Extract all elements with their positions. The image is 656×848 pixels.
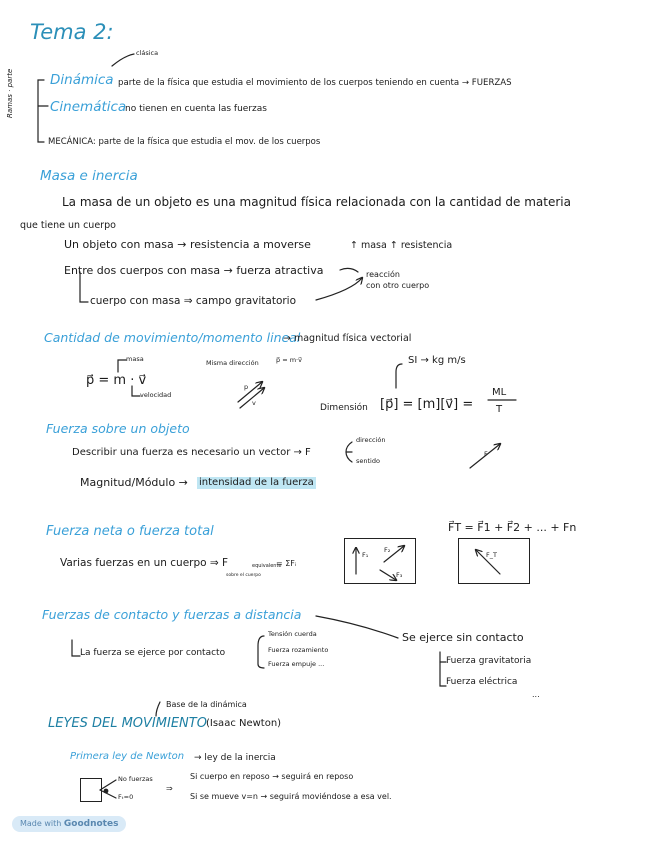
dinamica-term: Dinámica — [50, 72, 114, 88]
mecanica-def: MECÁNICA: parte de la física que estudia el mov. de los cuerpos — [48, 137, 321, 147]
momentum-formula: p⃗ = m · v⃗ — [86, 373, 147, 388]
distancia-item-1: Fuerza gravitatoria — [446, 656, 532, 666]
contacto-item-1: Tensión cuerda — [268, 630, 317, 638]
contacto-item-2: Fuerza rozamiento — [268, 646, 329, 654]
dimension-label: Dimensión — [320, 403, 368, 413]
masa-paragraph-2: que tiene un cuerpo — [20, 220, 116, 231]
reaccion-1: reacción — [366, 270, 400, 279]
dinamica-desc: parte de la física que estudia el movimiento de los cuerpos teniendo en cuenta → FUERZAS — [118, 78, 512, 88]
masa-line-3: cuerpo con masa ⇒ campo gravitatorio — [90, 295, 297, 307]
si-units: SI → kg m/s — [408, 355, 466, 366]
f2-label: F₂ — [384, 546, 391, 554]
contacto-desc: La fuerza se ejerce por contacto — [80, 648, 226, 658]
direccion-label: dirección — [356, 436, 386, 444]
distancia-item-3: ... — [532, 690, 540, 699]
ft-label: F_T — [486, 551, 497, 559]
rule-1: Si cuerpo en reposo → seguirá en reposo — [190, 772, 354, 781]
contacto-item-3: Fuerza empuje ... — [268, 660, 325, 668]
leyes-heading: LEYES DEL MOVIMIENTO — [48, 716, 207, 731]
misma-direccion: Misma dirección — [206, 359, 259, 367]
f1-label: F₁ — [362, 551, 369, 559]
dim-t: T — [496, 404, 503, 415]
dim-ml: ML — [492, 387, 507, 398]
neta-heading: Fuerza neta o fuerza total — [46, 524, 214, 539]
masa-heading: Masa e inercia — [40, 168, 138, 184]
sentido-label: sentido — [356, 457, 380, 465]
badge-made: Made with — [20, 819, 62, 828]
neta-sum: = ΣFᵢ — [276, 559, 297, 568]
side-label: Ramas · parte — [6, 68, 14, 118]
cinematica-desc: no tienen en cuenta las fuerzas — [125, 104, 267, 114]
momento-desc: → magnitud física vectorial — [283, 333, 412, 344]
masa-paragraph-1: La masa de un objeto es una magnitud física relacionada con la cantidad de materia — [62, 195, 571, 209]
masa-line-1: Un objeto con masa → resistencia a moverse — [64, 238, 311, 251]
sin-contacto: Se ejerce sin contacto — [402, 631, 524, 644]
p-arrow-label: p — [244, 383, 249, 391]
leyes-author: (Isaac Newton) — [206, 718, 282, 729]
implies: ⇒ — [166, 784, 173, 793]
p-equation-small: p⃗ = m·v⃗ — [276, 356, 302, 364]
badge-brand: Goodnotes — [63, 819, 119, 829]
fuerza-heading: Fuerza sobre un objeto — [46, 421, 190, 436]
neta-desc: Varias fuerzas en un cuerpo ⇒ F — [60, 557, 229, 569]
dimension-equation: [p⃗] = [m][v⃗] = — [380, 397, 474, 412]
primera-desc: → ley de la inercia — [194, 753, 276, 763]
distancia-item-2: Fuerza eléctrica — [446, 677, 518, 687]
modulo-highlight: intensidad de la fuerza — [199, 477, 314, 488]
momento-heading: Cantidad de movimiento/momento lineal — [44, 330, 301, 345]
masa-label: masa — [126, 355, 144, 363]
ft-zero: Fₜ=0 — [118, 793, 134, 801]
reaccion-2: con otro cuerpo — [366, 281, 430, 290]
fuerza-desc: Describir una fuerza es necesario un vector → F — [72, 447, 311, 458]
leyes-note: Base de la dinámica — [166, 700, 247, 709]
velocidad-label: velocidad — [140, 391, 172, 399]
no-fuerzas: No fuerzas — [118, 775, 153, 783]
contacto-heading: Fuerzas de contacto y fuerzas a distancia — [42, 607, 302, 622]
v-arrow-label: v — [252, 399, 256, 407]
neta-sub2: sobre el cuerpo — [226, 573, 261, 578]
page-title: Tema 2: — [30, 20, 114, 44]
masa-line-1-note: ↑ masa ↑ resistencia — [350, 240, 453, 251]
rule-2: Si se mueve v=n → seguirá moviéndose a esa vel. — [190, 792, 392, 801]
primera-ley: Primera ley de Newton — [70, 751, 185, 762]
neta-eq: F⃗T = F⃗1 + F⃗2 + ... + Fn — [448, 521, 577, 534]
modulo-label: Magnitud/Módulo → — [80, 476, 188, 489]
masa-line-2: Entre dos cuerpos con masa → fuerza atractiva — [64, 264, 324, 277]
cinematica-term: Cinemática — [50, 99, 127, 115]
neta-sub: equivalente — [252, 563, 282, 569]
f3-label: F₃ — [396, 571, 403, 579]
dinamica-note: clásica — [136, 49, 159, 57]
f-arrow-label: F — [484, 450, 488, 458]
